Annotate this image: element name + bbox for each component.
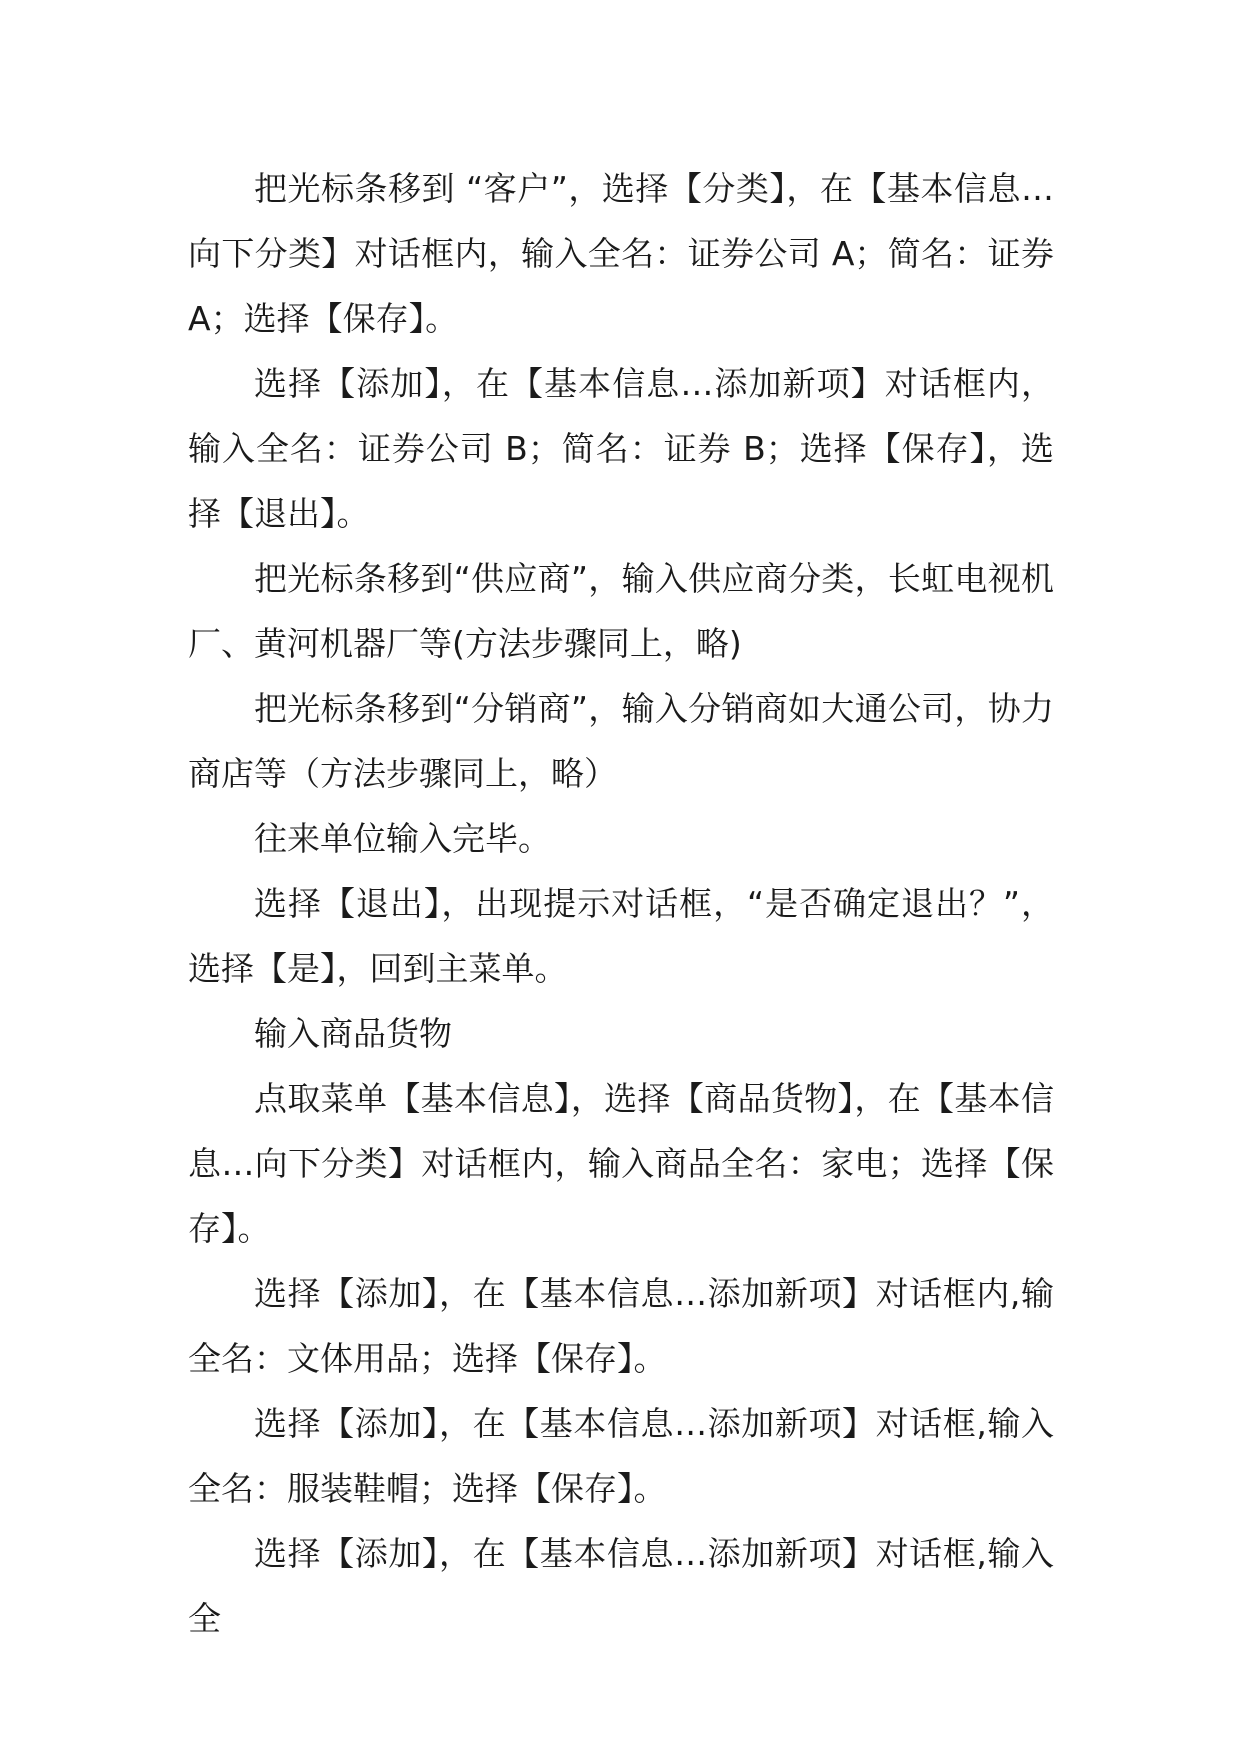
document-body bbox=[188, 156, 1054, 1651]
paragraph-exit: 选择【退出】，出现提示对话框，“是否确定退出？”，选择【是】，回到主菜单。 bbox=[188, 884, 1054, 988]
paragraph-add-customer: 选择【添加】，在【基本信息…添加新项】对话框内，输入全名：证券公司 B；简名：证券 B；选择【保存】，选择【退出】。 bbox=[188, 364, 1054, 533]
section-heading-goods: 输入商品货物 bbox=[254, 1014, 452, 1053]
paragraph-supplier: 把光标条移到“供应商”，输入供应商分类，长虹电视机厂、黄河机器厂等(方法步骤同上，略) bbox=[188, 559, 1054, 663]
paragraph-add-stationery: 选择【添加】，在【基本信息…添加新项】对话框内,输全名：文体用品；选择【保存】。 bbox=[188, 1274, 1054, 1378]
paragraph-distributor: 把光标条移到“分销商”，输入分销商如大通公司，协力商店等（方法步骤同上，略） bbox=[188, 689, 1054, 793]
paragraph-customer-category: 把光标条移到 “客户”，选择【分类】，在【基本信息…向下分类】对话框内，输入全名：证券公司 A；简名：证券 A；选择【保存】。 bbox=[188, 169, 1054, 338]
paragraph-goods-category: 点取菜单【基本信息】，选择【商品货物】，在【基本信息…向下分类】对话框内，输入商品全名：家电；选择【保存】。 bbox=[188, 1079, 1054, 1248]
paragraph-units-complete: 往来单位输入完毕。 bbox=[254, 819, 551, 858]
paragraph-add-continued: 选择【添加】，在【基本信息…添加新项】对话框,输入全 bbox=[188, 1534, 1054, 1638]
paragraph-add-apparel: 选择【添加】，在【基本信息…添加新项】对话框,输入全名：服装鞋帽；选择【保存】。 bbox=[188, 1404, 1054, 1508]
